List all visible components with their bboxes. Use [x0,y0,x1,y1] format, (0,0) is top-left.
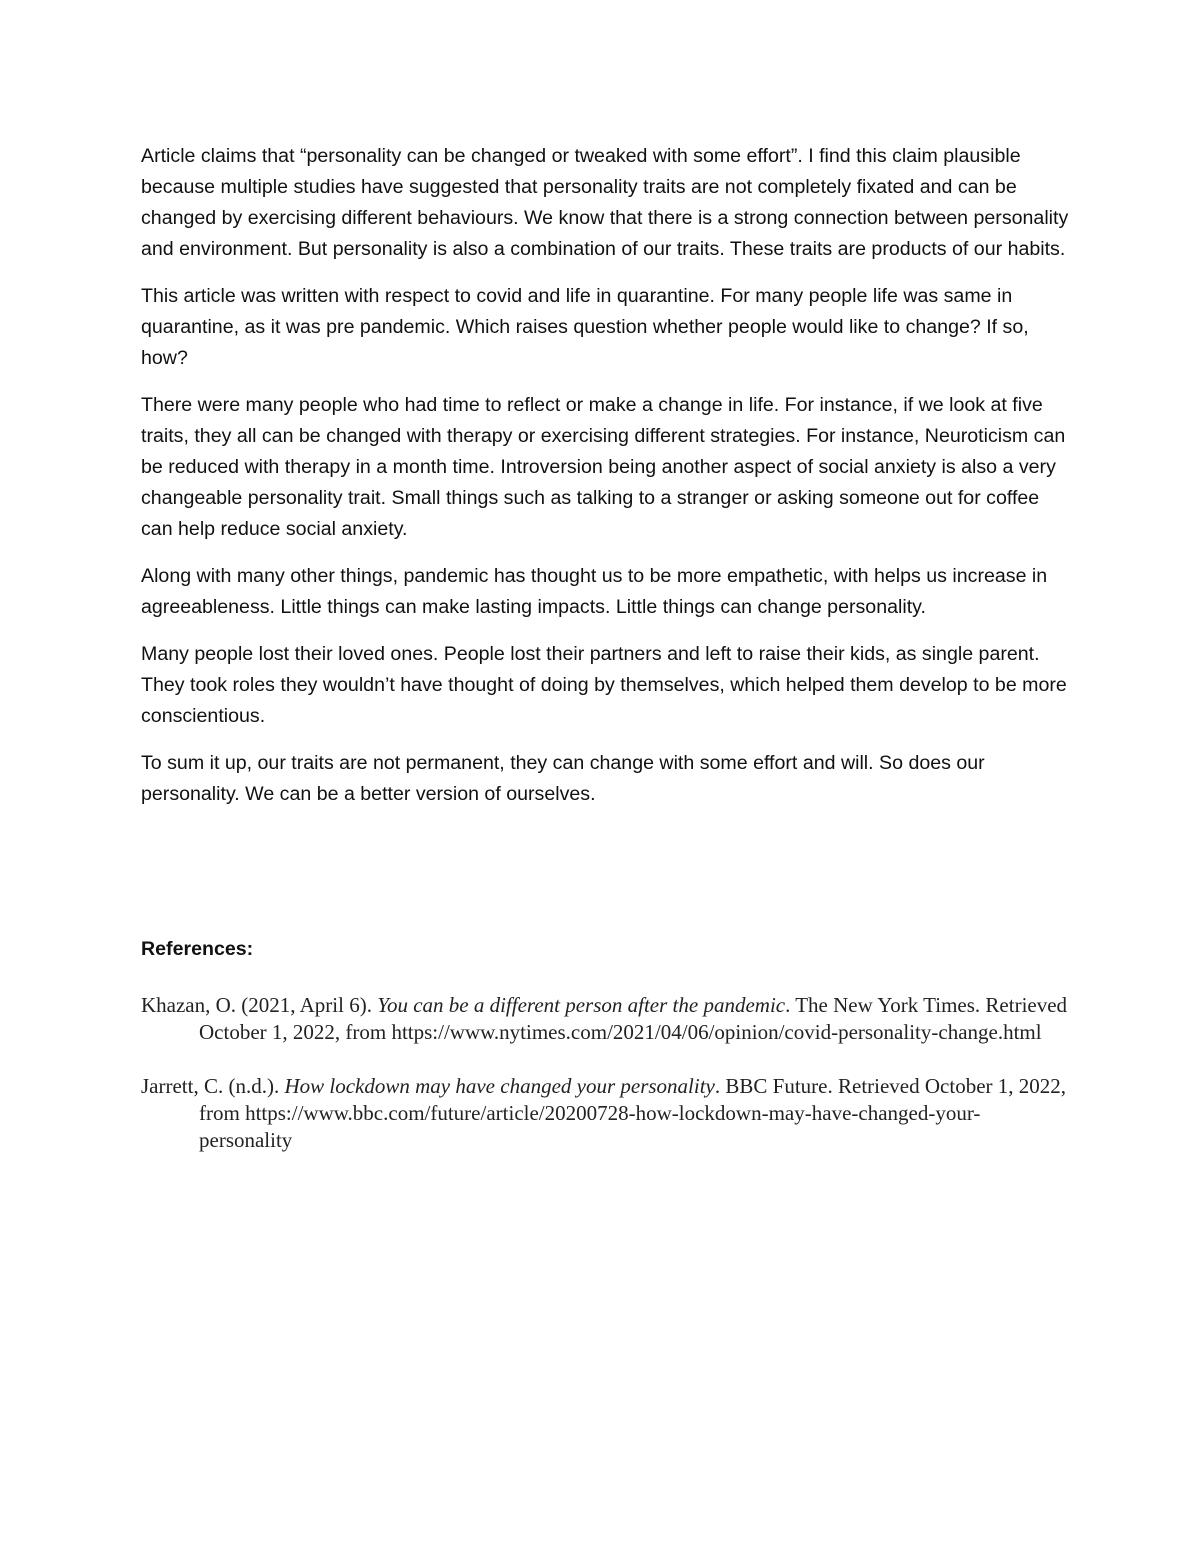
reference-item-1 [141,992,1071,1046]
paragraph-4: Along with many other things, pandemic has thought us to be more empathetic, with helps us increase in agreeableness. Little things can make lasting impacts. Little things can change personality. [141,565,1048,618]
reference-2-title: How lockdown may have changed your personality [284,1074,715,1098]
reference-2-source: . BBC Future. Retrieved October 1, 2022, from https://www.bbc.com/future/article/20200728-how-lockdown-may-have-changed-your-personality [199,1074,1067,1152]
paragraph-6: To sum it up, our traits are not permanent, they can change with some effort and will. So does our personality. We can be a better version of ourselves. [141,752,985,805]
references-heading: References: [141,938,254,960]
paragraph-5: Many people lost their loved ones. People lost their partners and left to raise their kids, as single parent. They took roles they wouldn’t have thought of doing by themselves, which helped them develop to be more conscientious. [141,643,1067,727]
reference-2-authors: Jarrett, C. (n.d.). [141,1074,285,1098]
reference-1-authors: Khazan, O. (2021, April 6). [141,993,378,1017]
essay-body [141,141,1071,826]
references-list [141,992,1071,1181]
reference-1-source: . The New York Times. Retrieved October 1, 2022, from https://www.nytimes.com/2021/04/06/opinion/covid-personality-change.html [199,993,1068,1044]
paragraph-1: Article claims that “personality can be changed or tweaked with some effort”. I find this claim plausible because multiple studies have suggested that personality traits are not completely fixated and can be changed by exercising different behaviours. We know that there is a strong connection between personality and environment. But personality is also a combination of our traits. These traits are products of our habits. [141,145,1069,260]
reference-item-2 [141,1073,1071,1154]
reference-1-title: You can be a different person after the pandemic [377,993,786,1017]
paragraph-3: There were many people who had time to reflect or make a change in life. For instance, if we look at five traits, they all can be changed with therapy or exercising different strategies. For instance, Neuroticism can be reduced with therapy in a month time. Introversion being another aspect of social anxiety is also a very changeable personality trait. Small things such as talking to a stranger or asking someone out for coffee can help reduce social anxiety. [141,394,1066,540]
paragraph-2: This article was written with respect to covid and life in quarantine. For many people life was same in quarantine, as it was pre pandemic. Which raises question whether people would like to change? If so, how? [141,285,1029,369]
